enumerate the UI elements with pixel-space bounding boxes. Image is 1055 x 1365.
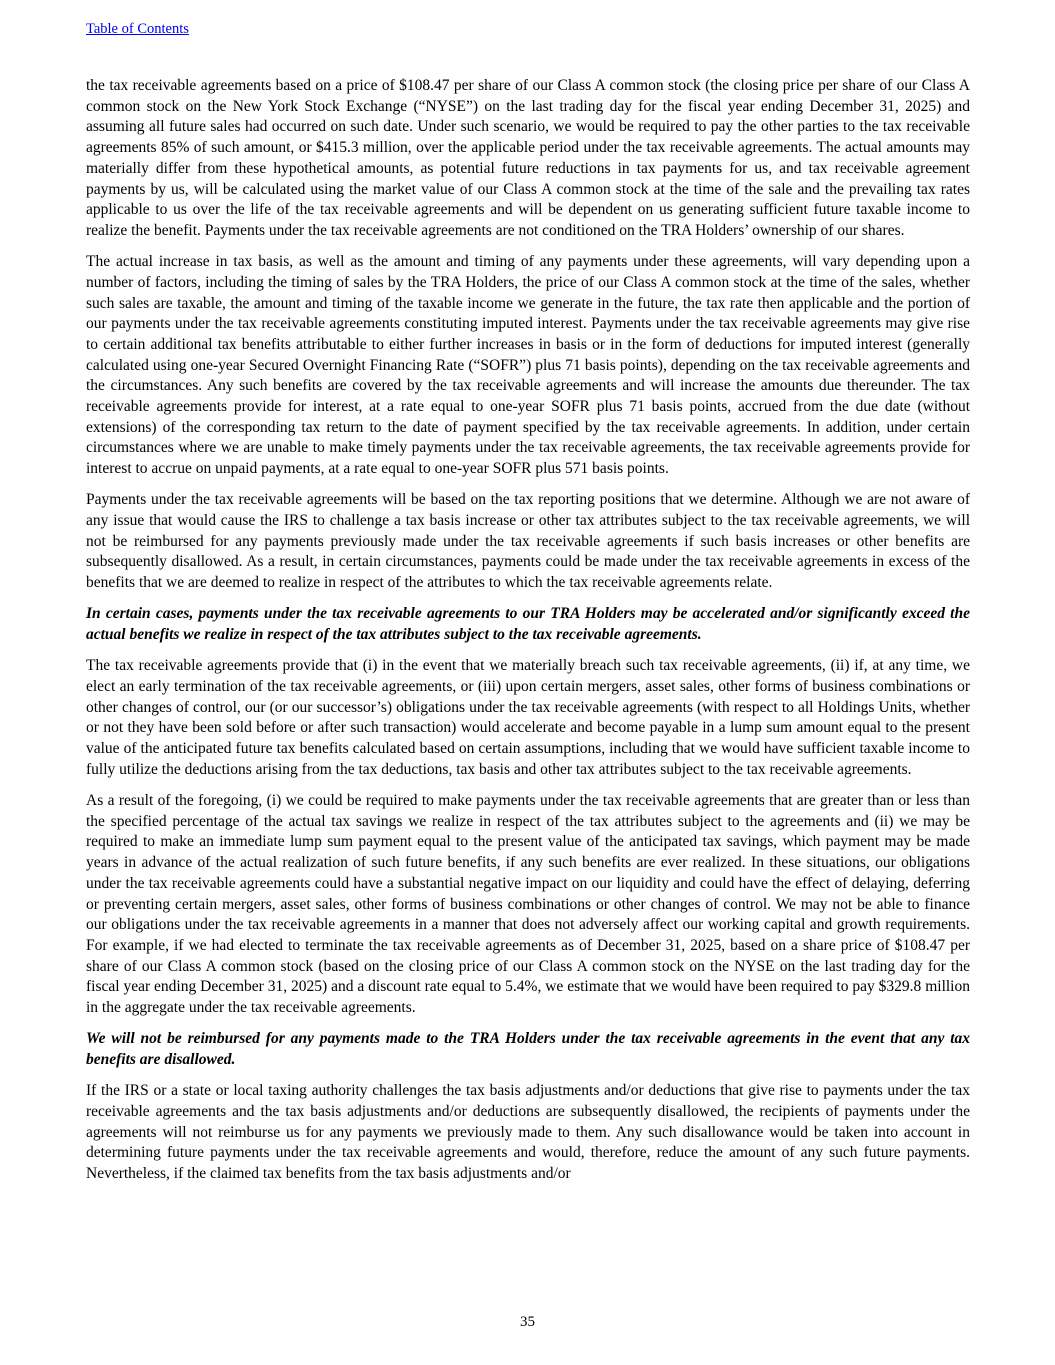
paragraph-irs-challenge: If the IRS or a state or local taxing authority challenges the tax basis adjustments and/or deductions that give rise to payments under the tax receivable agreements and the tax basis adjustments and/or deductions are subsequently disallowed, the recipients of payments under the agreements will not reimburse us for any payments we previously made to them. Any such disallowance would be taken into account in determining future payments under the tax receivable agreements and would, therefore, reduce the amount of any such future payments. Nevertheless, if the claimed tax benefits from the tax basis adjustments and/or [86,1082,970,1182]
paragraph-agreements-provide: The tax receivable agreements provide that (i) in the event that we materially breach such tax receivable agreements, (ii) if, at any time, we elect an early termination of the tax receivable agreements, or (iii) upon certain mergers, asset sales, other forms of business combinations or other changes of control, our (or our successor’s) obligations under the tax receivable agreements (with respect to all Holdings Units, whether or not they have been sold before or after such transaction) would accelerate and become payable in a lump sum amount equal to the present value of the anticipated future tax benefits calculated based on certain assumptions, including that we would have sufficient taxable income to fully utilize the deductions arising from the tax deductions, tax basis and other tax attributes subject to the tax receivable agreements. [86,657,970,778]
table-of-contents-link[interactable]: Table of Contents [86,21,189,37]
paragraph-actual-increase-tax-basis: The actual increase in tax basis, as well as the amount and timing of any payments under these agreements, will vary depending upon a number of factors, including the timing of sales by the TRA Holders, the price of our Class A common stock at the time of the sales, whether such sales are taxable, the amount and timing of the taxable income we generate in the future, the tax rate then applicable and the portion of our payments under the tax receivable agreements constituting imputed interest. Payments under the tax receivable agreements may give rise to certain additional tax benefits attributable to either further increases in basis or in the form of deductions for imputed interest (generally calculated using one-year Secured Overnight Financing Rate (“SOFR”) plus 71 basis points), depending on the tax receivable agreements and the circumstances. Any such benefits are covered by the tax receivable agreements and will increase the amounts due thereunder. The tax receivable agreements provide for interest, at a rate equal to one-year SOFR plus 71 basis points, accrued from the due date (without extensions) of the corresponding tax return to the date of payment specified by the tax receivable agreements. In addition, under certain circumstances where we are unable to make timely payments under the tax receivable agreements, the tax receivable agreements provide for interest to accrue on unpaid payments, at a rate equal to one-year SOFR plus 571 basis points. [86,253,970,478]
section-heading-not-reimbursed: We will not be reimbursed for any payments made to the TRA Holders under the tax receivable agreements in the event that any tax benefits are disallowed. [86,1030,970,1068]
section-heading-accelerated-payments: In certain cases, payments under the tax receivable agreements to our TRA Holders may be accelerated and/or significantly exceed the actual benefits we realize in respect of the tax attributes subject to the tax receivable agreements. [86,605,970,644]
document-body [86,76,970,1185]
paragraph-payments-tax-reporting: Payments under the tax receivable agreements will be based on the tax reporting positions that we determine. Although we are not aware of any issue that would cause the IRS to challenge a tax basis increase or other tax attributes subject to the tax receivable agreements, we will not be reimbursed for any payments previously made under the tax receivable agreements if such basis increases or other benefits are subsequently disallowed. As a result, in certain circumstances, payments could be made under the tax receivable agreements in excess of the benefits that we are deemed to realize in respect of the attributes to which the tax receivable agreements relate. [86,491,970,592]
paragraph-result-of-foregoing: As a result of the foregoing, (i) we could be required to make payments under the tax receivable agreements that are greater than or less than the specified percentage of the actual tax savings we realize in respect of the tax attributes subject to the agreements and (ii) we may be required to make an immediate lump sum payment equal to the present value of the anticipated tax savings, which payment may be made years in advance of the actual realization of such future benefits, if any such benefits are ever realized. In these situations, our obligations under the tax receivable agreements could have a substantial negative impact on our liquidity and could have the effect of delaying, deferring or preventing certain mergers, asset sales, other forms of business combinations or other changes of control. We may not be able to finance our obligations under the tax receivable agreements in a manner that does not adversely affect our working capital and growth requirements. For example, if we had elected to terminate the tax receivable agreements as of December 31, 2025, based on a share price of $108.47 per share of our Class A common stock (based on the closing price of our Class A common stock on the NYSE on the last trading day for the fiscal year ending December 31, 2025) and a discount rate equal to 5.4%, we estimate that we would have been required to pay $329.8 million in the aggregate under the tax receivable agreements. [86,792,970,1017]
page-number: 35 [520,1314,535,1330]
paragraph-tax-receivable-intro: the tax receivable agreements based on a price of $108.47 per share of our Class A common stock (the closing price per share of our Class A common stock on the New York Stock Exchange (“NYSE”) on the last trading day for the fiscal year ending December 31, 2025) and assuming all future sales had occurred on such date. Under such scenario, we would be required to pay the other parties to the tax receivable agreements 85% of such amount, or $415.3 million, over the applicable period under the tax receivable agreements. The actual amounts may materially differ from these hypothetical amounts, as potential future reductions in tax payments for us, and tax receivable agreement payments by us, will be calculated using the market value of our Class A common stock at the time of the sale and the prevailing tax rates applicable to us over the life of the tax receivable agreements and will be dependent on us generating sufficient future taxable income to realize the benefit. Payments under the tax receivable agreements are not conditioned on the TRA Holders’ ownership of our shares. [86,77,970,239]
